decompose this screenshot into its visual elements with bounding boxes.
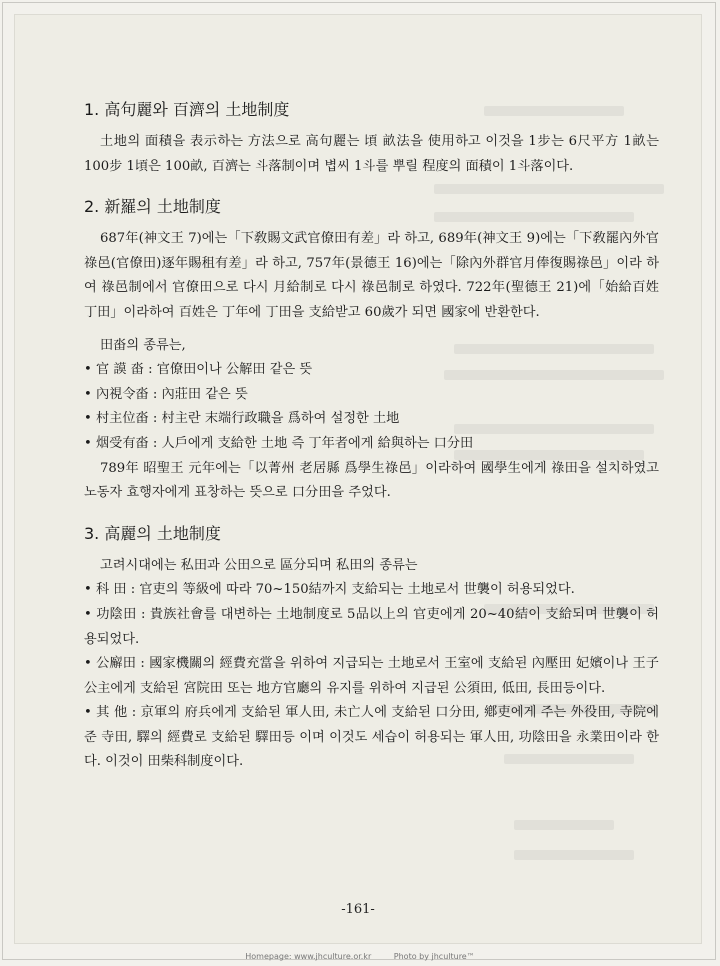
scanned-page [14,14,702,944]
page-number: -161- [341,902,375,917]
section-1-paragraph: 土地의 面積을 表示하는 方法으로 高句麗는 頃 畝法을 使用하고 이것을 1步는 6尺平方 1畝는 100步 1頃은 100畝, 百濟는 斗落制이며 볍씨 1斗를 뿌릴 程度의 面積이 1斗落이다. [84,134,659,174]
section-3-lead: 고려시대에는 私田과 公田으로 區分되며 私田의 종류는 [100,557,418,573]
list-item: • 村主位畓 : 村主란 末端行政職을 爲하여 설정한 土地 [84,411,400,427]
homepage-credit: Homepage: www.jhculture.or.kr [245,952,372,961]
section-2-paragraph: 687年(神文王 7)에는「下敎賜文武官僚田有差」라 하고, 689年(神文王 9)에는「下敎罷內外官祿邑(官僚田)逐年賜租有差」라 하고, 757年(景德王 16)에는「除內外群官月俸復賜祿邑」이라 하여 祿邑制에서 官僚田으로 다시 月給制로 다시 祿邑制로 하였다. 722年(聖德王 21)에「始給百姓丁田」이라하여 百姓은 丁年에 丁田을 支給받고 60歲가 되면 國家에 반환한다. [84,231,659,320]
photo-credit-footer [0,952,720,961]
list-item: • 公廨田 : 國家機關의 經費充當을 위하여 지급되는 土地로서 王室에 支給된 內壓田 妃嬪이나 王子 公主에게 支給된 宮院田 또는 地方官廳의 유지를 위하여 지급된 公須田, 低田, 長田등이다. [84,656,659,696]
section-2-lead: 田畓의 종류는, [100,337,186,353]
section-heading-1: 1. 高句麗와 百濟의 土地制度 [84,100,290,119]
section-2-tail: 789年 昭聖王 元年에는「以菁州 老居縣 爲學生祿邑」이라하여 國學生에게 祿田을 설치하였고 노동자 효행자에게 표창하는 뜻으로 口分田을 주었다. [84,460,659,501]
list-item: • 烟受有畓 : 人戶에게 支給한 土地 즉 丁年者에게 給與하는 口分田 [84,435,474,451]
section-heading-2: 2. 新羅의 土地制度 [84,197,221,217]
list-item: • 科 田 : 官吏의 等級에 따라 70~150結까지 支給되는 土地로서 世襲이 허용되었다. [84,582,575,598]
list-item: • 其 他 : 京軍의 府兵에게 支給된 軍人田, 未亡人에 支給된 口分田, 鄕吏에게 주는 外役田, 寺院에 준 寺田, 驛의 經費로 支給된 驛田등 이며 이것도 세습이 허용되는 軍人田, 功陰田을 永業田이라 한다. 이것이 田柴科制度이다. [84,705,659,770]
photo-credit: Photo by jhculture™ [393,952,475,961]
list-item: • 內視令畓 : 內莊田 같은 뜻 [84,386,248,402]
list-item: • 功陰田 : 貴族社會를 대변하는 土地制度로 5品以上의 官吏에게 20~40結이 支給되며 世襲이 허용되었다. [84,606,659,647]
section-heading-3: 3. 高麗의 土地制度 [84,523,221,543]
document-body [84,98,659,775]
list-item: • 官 謨 畓 : 官僚田이나 公解田 같은 뜻 [84,362,313,378]
